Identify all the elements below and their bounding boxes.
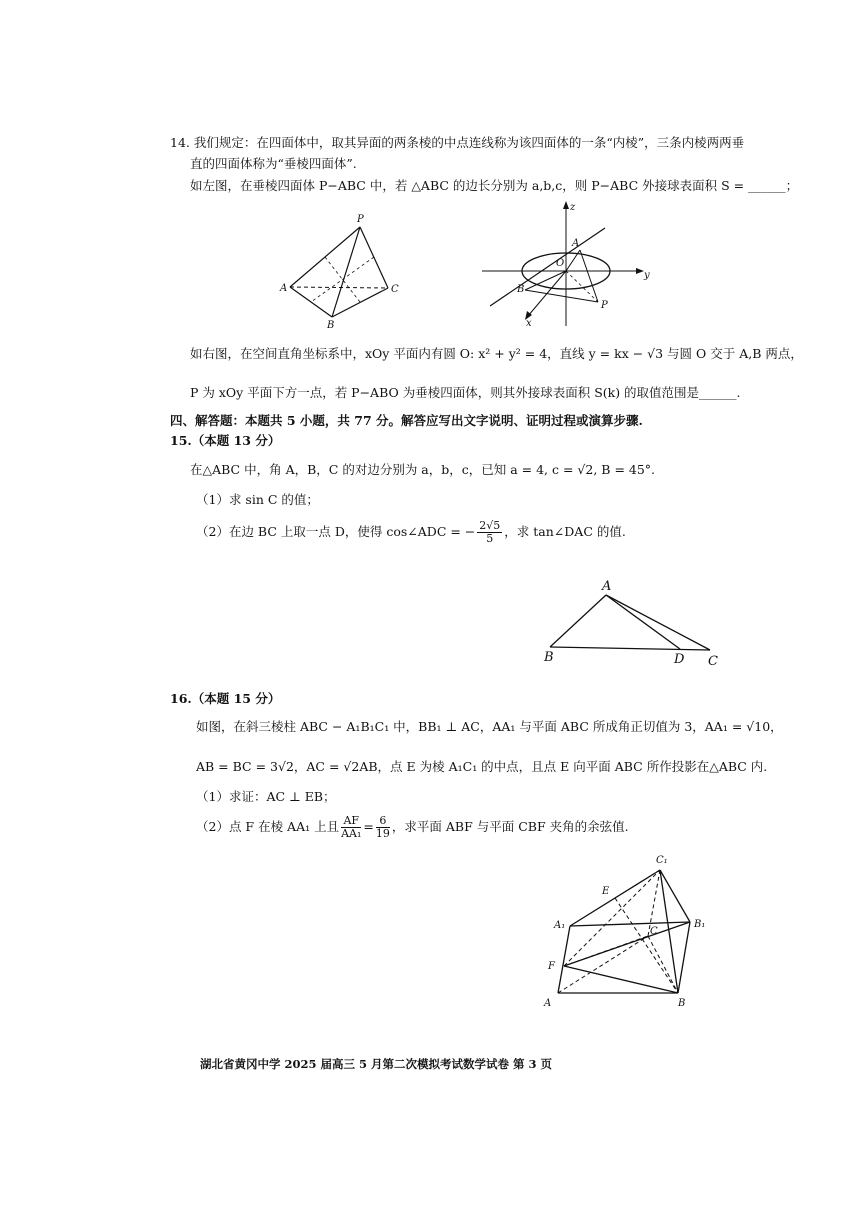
q16-part1: （1）求证：AC ⊥ EB； [196, 789, 336, 804]
label-E: E [602, 886, 610, 897]
label-B: B [327, 320, 335, 331]
q14-left-figure [280, 212, 410, 332]
label-x: x [526, 318, 532, 329]
label-C: C [391, 284, 399, 295]
q15-frac-den: 5 [486, 532, 494, 545]
q16-frac1-num: AF [341, 815, 361, 828]
section4-header: 四、解答题：本题共 5 小题，共 77 分。解答应写出文字说明、证明过程或演算步骤. [170, 413, 643, 428]
label-C1: C₁ [656, 855, 668, 866]
q15-header: 15.（本题 13 分） [170, 433, 281, 448]
label-B4: B [678, 998, 686, 1009]
q16-fraction1 [341, 815, 361, 840]
q15-frac-num: 2√5 [479, 519, 501, 532]
q14-right-figure [480, 198, 660, 328]
q16-prism-figure [540, 848, 720, 1013]
label-C4: C [650, 926, 658, 937]
q16-part2-post: ，求平面 ABF 与平面 CBF 夹角的余弦值. [391, 819, 629, 834]
label-D3: D [674, 652, 685, 667]
q15-triangle-figure [540, 580, 730, 670]
q16-frac2-den: 19 [375, 827, 390, 840]
q14-line4: 如右图，在空间直角坐标系中，xOy 平面内有圆 O: x² + y² = 4，直线 y = kx − √3 与圆 O 交于 A,B 两点， [190, 346, 803, 361]
page-footer: 湖北省黄冈中学 2025 届高三 5 月第二次模拟考试数学试卷 第 3 页 [200, 1057, 553, 1071]
q15-part2 [196, 520, 626, 545]
q16-stem1: 如图，在斜三棱柱 ABC − A₁B₁C₁ 中，BB₁ ⊥ AC，AA₁ 与平面 ABC 所成角正切值为 3，AA₁ = √10， [196, 719, 783, 734]
q16-part2-pre: （2）点 F 在棱 AA₁ 上且 [196, 819, 340, 834]
q14-line3: 如左图，在垂棱四面体 P−ABC 中，若 △ABC 的边长分别为 a,b,c，则 P−ABC 外接球表面积 S = ______； [190, 178, 799, 193]
q16-eq: = [363, 819, 374, 834]
label-B2: B [517, 284, 525, 295]
q14-line1: 14. 我们规定：在四面体中，取其异面的两条棱的中点连线称为该四面体的一条“内棱”，三条内棱两两垂 [170, 135, 745, 150]
q16-stem2: AB = BC = 3√2，AC = √2AB，点 E 为棱 A₁C₁ 的中点，且点 E 向平面 ABC 所作投影在△ABC 内. [196, 759, 768, 774]
label-B3: B [544, 650, 554, 665]
label-C3: C [708, 654, 718, 669]
q15-fraction [477, 520, 502, 545]
q16-frac2-num: 6 [376, 815, 390, 828]
label-P2: P [601, 300, 608, 311]
label-A2: A [572, 238, 580, 249]
label-P: P [357, 214, 364, 225]
q15-part2-pre: （2）在边 BC 上取一点 D，使得 cos∠ADC = − [196, 524, 476, 539]
q14-line2: 直的四面体称为“垂棱四面体”. [190, 156, 357, 171]
q16-header: 16.（本题 15 分） [170, 691, 281, 706]
q14-line5: P 为 xOy 平面下方一点，若 P−ABO 为垂棱四面体，则其外接球表面积 S(k) 的取值范围是______. [190, 385, 741, 400]
label-A1: A₁ [554, 920, 566, 931]
label-A4: A [544, 998, 552, 1009]
q15-part1: （1）求 sin C 的值； [196, 492, 319, 507]
label-z: z [570, 202, 576, 213]
q16-fraction2 [376, 815, 390, 840]
label-A3: A [602, 579, 612, 594]
label-O: O [556, 258, 565, 269]
label-B1: B₁ [694, 919, 706, 930]
q15-stem: 在△ABC 中，角 A，B，C 的对边分别为 a，b，c，已知 a = 4, c = √2, B = 45°. [190, 462, 656, 477]
label-y: y [644, 270, 650, 281]
label-A: A [280, 283, 288, 294]
q16-frac1-den: AA₁ [341, 827, 362, 840]
q16-part2 [196, 815, 629, 840]
label-F: F [548, 961, 555, 972]
q15-part2-post: ，求 tan∠DAC 的值. [504, 524, 626, 539]
